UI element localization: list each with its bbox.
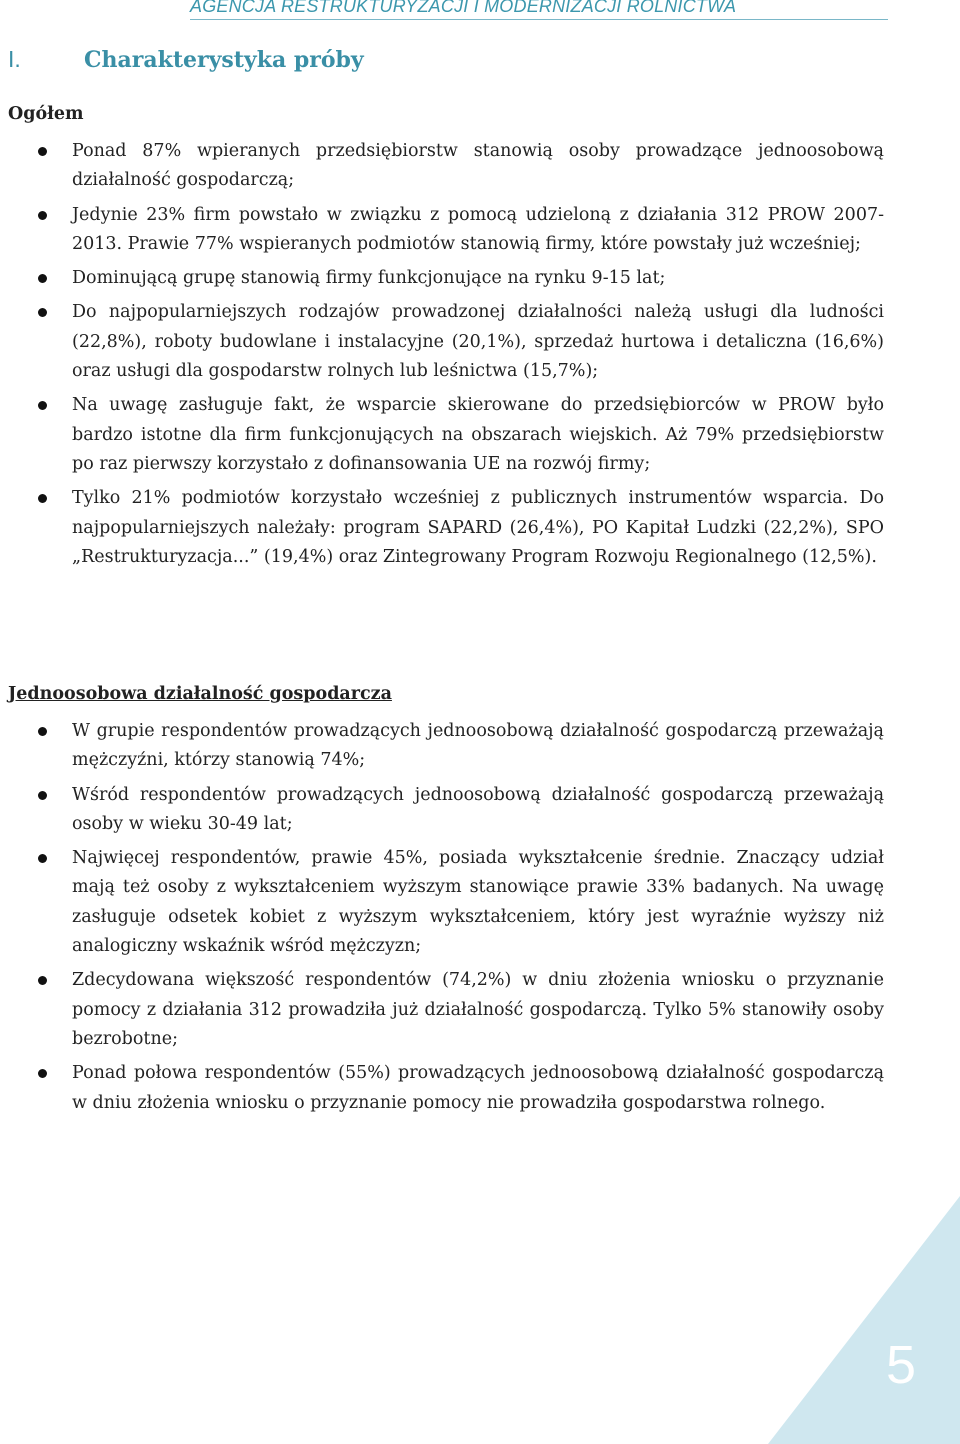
bullet-icon [38, 727, 47, 736]
bullet-icon [38, 401, 47, 410]
section-title-text: Charakterystyka próby [84, 47, 364, 73]
corner-decoration [768, 1196, 960, 1444]
list-item: Do najpopularniejszych rodzajów prowadzonej działalności należą usługi dla ludności (22,8%), roboty budowlane i instalacyjne (20,1%), sprzedaż hurtowa i detaliczna (16,6%) oraz usługi dla gospodarstw rolnych lub leśnictwa (15,7%); [0, 298, 884, 386]
sole-heading: Jednoosobowa działalność gospodarcza [8, 684, 392, 704]
agency-header: AGENCJA RESTRUKTURYZACJI I MODERNIZACJI ROLNICTWA [190, 0, 737, 16]
bullet-icon [38, 791, 47, 800]
bullet-icon [38, 147, 47, 156]
list-item: Ponad 87% wpieranych przedsiębiorstw stanowią osoby prowadzące jednoosobową działalność gospodarczą; [0, 137, 884, 196]
bullet-icon [38, 274, 47, 283]
bullet-icon [38, 854, 47, 863]
bullet-icon [38, 308, 47, 317]
list-item: Dominującą grupę stanowią firmy funkcjonujące na rynku 9-15 lat; [0, 264, 884, 293]
list-item: Wśród respondentów prowadzących jednoosobową działalność gospodarczą przeważają osoby w wieku 30-49 lat; [0, 781, 884, 840]
bullet-icon [38, 976, 47, 985]
sole-list [0, 717, 884, 1123]
list-item: W grupie respondentów prowadzących jednoosobową działalność gospodarczą przeważają mężczyźni, którzy stanowią 74%; [0, 717, 884, 776]
list-item: Zdecydowana większość respondentów (74,2%) w dniu złożenia wniosku o przyznanie pomocy z działania 312 prowadziła już działalność gospodarczą. Tylko 5% stanowiły osoby bezrobotne; [0, 966, 884, 1054]
section-number: I. [8, 46, 21, 72]
list-item: Tylko 21% podmiotów korzystało wcześniej z publicznych instrumentów wsparcia. Do najpopularniejszych należały: program SAPARD (26,4%), PO Kapitał Ludzki (22,2%), SPO „Restrukturyzacja...” (19,4%) oraz Zintegrowany Program Rozwoju Regionalnego (12,5%). [0, 484, 884, 572]
section-title [8, 46, 608, 73]
overall-heading: Ogółem [8, 104, 84, 124]
list-item: Najwięcej respondentów, prawie 45%, posiada wykształcenie średnie. Znaczący udział mają też osoby z wykształceniem wyższym stanowiące prawie 33% badanych. Na uwagę zasługuje odsetek kobiet z wyższym wykształceniem, który jest wyraźnie wyższy niż analogiczny wskaźnik wśród mężczyzn; [0, 844, 884, 961]
bullet-icon [38, 1069, 47, 1078]
list-item: Jedynie 23% firm powstało w związku z pomocą udzieloną z działania 312 PROW 2007-2013. Prawie 77% wspieranych podmiotów stanowią firmy, które powstały już wcześniej; [0, 201, 884, 260]
overall-list [0, 137, 884, 577]
page-number: 5 [885, 1335, 916, 1395]
list-item: Ponad połowa respondentów (55%) prowadzących jednoosobową działalność gospodarczą w dniu złożenia wniosku o przyznanie pomocy nie prowadziła gospodarstwa rolnego. [0, 1059, 884, 1118]
header-rule [190, 19, 888, 20]
list-item: Na uwagę zasługuje fakt, że wsparcie skierowane do przedsiębiorców w PROW było bardzo istotne dla firm funkcjonujących na obszarach wiejskich. Aż 79% przedsiębiorstw po raz pierwszy korzystało z dofinansowania UE na rozwój firmy; [0, 391, 884, 479]
bullet-icon [38, 211, 47, 220]
bullet-icon [38, 494, 47, 503]
